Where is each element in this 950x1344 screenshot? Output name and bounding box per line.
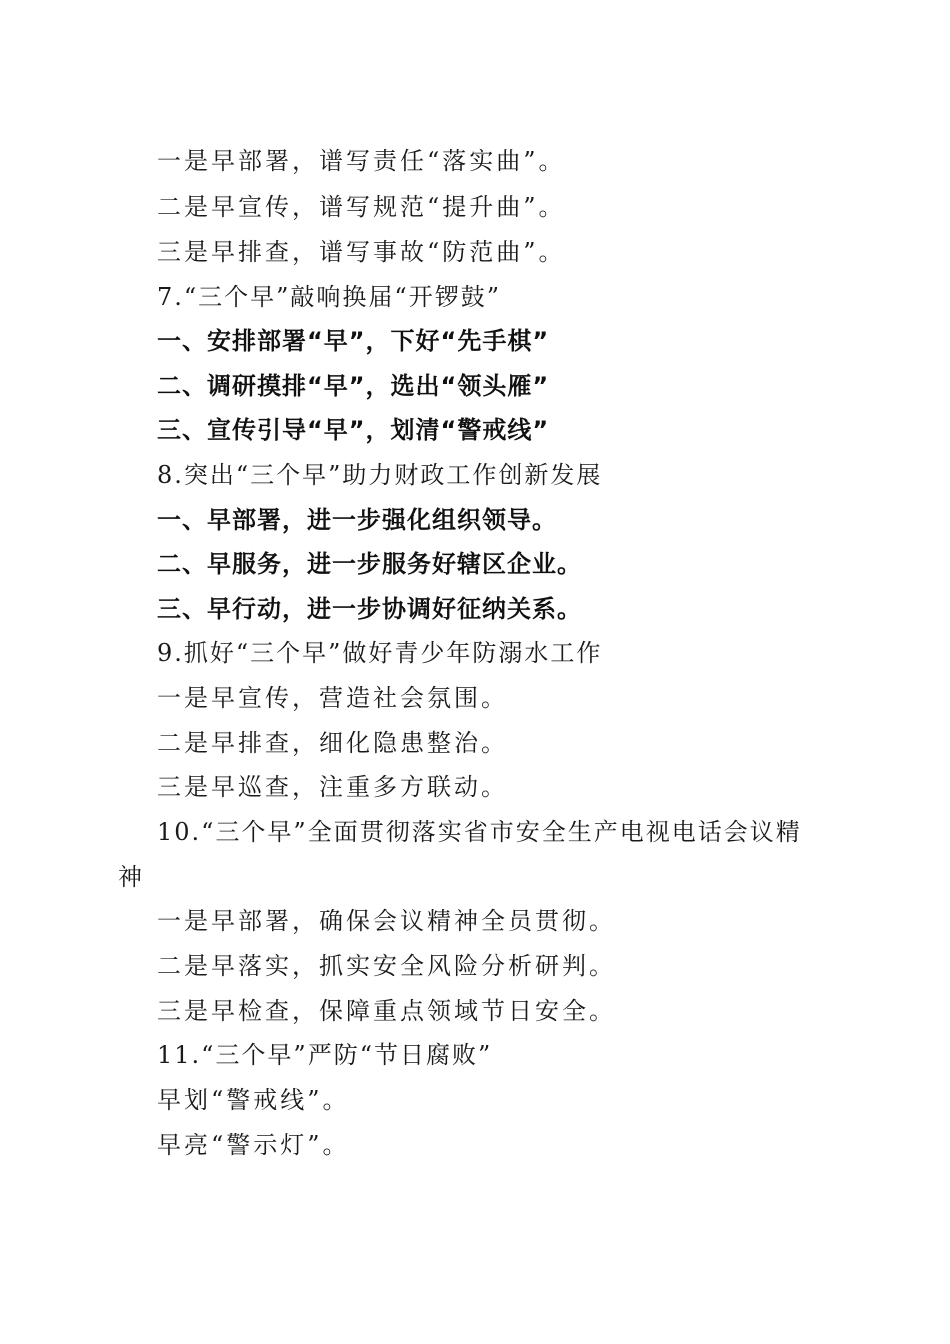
bold-list-item: 一、早部署，进一步强化组织领导。: [157, 506, 557, 534]
list-item: 一是早部署，谱写责任“落实曲”。: [157, 147, 566, 175]
section-heading: 7.“三个早”敲响换届“开锣鼓”: [157, 283, 501, 311]
list-item: 早亮“警示灯”。: [157, 1131, 350, 1159]
section-heading: 10.“三个早”全面贯彻落实省市安全生产电视电话会议精: [157, 818, 802, 846]
section-heading: 8.突出“三个早”助力财政工作创新发展: [157, 461, 603, 489]
section-heading: 9.抓好“三个早”做好青少年防溺水工作: [157, 639, 603, 667]
list-item: 二是早宣传，谱写规范“提升曲”。: [157, 193, 566, 221]
section-heading: 11.“三个早”严防“节日腐败”: [157, 1041, 493, 1069]
list-item: 三是早巡查，注重多方联动。: [157, 773, 508, 801]
bold-list-item: 二、调研摸排“早”，选出“领头雁”: [157, 372, 550, 400]
list-item: 三是早检查，保障重点领域节日安全。: [157, 997, 616, 1025]
list-item: 二是早落实，抓实安全风险分析研判。: [157, 952, 616, 980]
bold-list-item: 三、宣传引导“早”，划清“警戒线”: [157, 416, 550, 444]
list-item: 三是早排查，谱写事故“防范曲”。: [157, 238, 566, 266]
list-item: 二是早排查，细化隐患整治。: [157, 729, 508, 757]
bold-list-item: 三、早行动，进一步协调好征纳关系。: [157, 595, 582, 623]
list-item: 早划“警戒线”。: [157, 1086, 350, 1114]
list-item: 一是早部署，确保会议精神全员贯彻。: [157, 907, 616, 935]
heading-continuation: 神: [118, 863, 145, 891]
list-item: 一是早宣传，营造社会氛围。: [157, 684, 508, 712]
bold-list-item: 二、早服务，进一步服务好辖区企业。: [157, 550, 582, 578]
bold-list-item: 一、安排部署“早”，下好“先手棋”: [157, 327, 550, 355]
